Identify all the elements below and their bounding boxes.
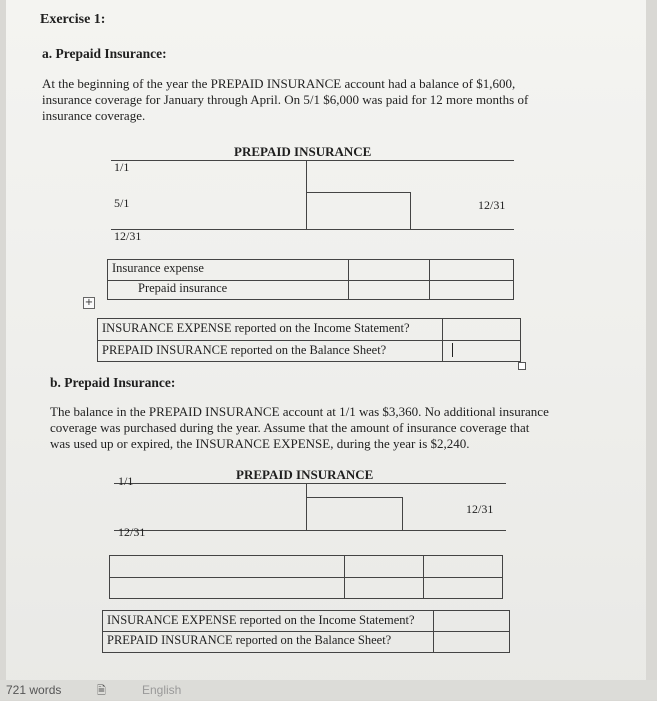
part-b-t-account-top-line: [114, 483, 506, 484]
part-a-report-q2: PREPAID INSURANCE reported on the Balance Sheet?: [102, 343, 387, 357]
part-a-debit-account[interactable]: Insurance expense: [112, 261, 204, 275]
part-a-para-line-1: At the beginning of the year the PREPAID INSURANCE account had a balance of $1,600,: [42, 76, 516, 91]
part-b-journal-table: [109, 555, 503, 599]
table-move-handle-icon[interactable]: +: [84, 297, 94, 308]
part-b-journal-cell-1[interactable]: [112, 558, 342, 575]
text-cursor: [452, 343, 453, 357]
part-b-t-account-inner-line: [306, 497, 402, 498]
table-resize-handle-icon[interactable]: [518, 362, 526, 370]
part-a-t-account-title: PREPAID INSURANCE: [234, 144, 372, 159]
part-a-credit-account[interactable]: Prepaid insurance: [138, 281, 228, 295]
part-b-t-account-title: PREPAID INSURANCE: [236, 467, 374, 482]
part-b-label-1-1: 1/1: [118, 474, 134, 488]
part-b-report-table: [102, 610, 510, 653]
part-b-label-right-12-31: 12/31: [466, 502, 494, 516]
part-a-report-q1: INSURANCE EXPENSE reported on the Income Statement?: [102, 321, 410, 335]
part-b-para-line-3: was used up or expired, the INSURANCE EXPENSE, during the year is $2,240.: [50, 436, 470, 451]
part-b-t-account-center-line: [306, 483, 307, 531]
part-a-para-line-2: insurance coverage for January through April. On 5/1 $6,000 was paid for 12 more months of: [42, 92, 529, 107]
part-a-label-right-12-31: 12/31: [478, 198, 506, 212]
language-indicator[interactable]: English: [142, 683, 182, 697]
exercise-title: Exercise 1:: [40, 12, 106, 27]
part-a-t-account-inner-line: [306, 192, 410, 193]
part-b-t-account-inner-right-line: [402, 497, 403, 531]
part-b-heading: b. Prepaid Insurance:: [50, 375, 176, 390]
part-a-para-line-3: insurance coverage.: [42, 108, 146, 123]
part-a-label-12-31: 12/31: [114, 229, 142, 243]
part-a-label-5-1: 5/1: [114, 196, 130, 210]
status-bar: [0, 680, 657, 700]
part-b-para-line-1: The balance in the PREPAID INSURANCE account at 1/1 was $3,360. No additional insurance: [50, 404, 549, 419]
word-count[interactable]: 721 words: [6, 683, 62, 697]
proofing-icon[interactable]: 🗎: [97, 685, 106, 697]
part-b-label-12-31: 12/31: [118, 525, 146, 539]
part-a-heading: a. Prepaid Insurance:: [42, 46, 167, 61]
part-b-para-line-2: coverage was purchased during the year. Assume that the amount of insurance coverage that: [50, 420, 530, 435]
part-b-report-q2: PREPAID INSURANCE reported on the Balance Sheet?: [107, 633, 392, 647]
part-a-t-account-inner-right-line: [410, 192, 411, 230]
part-a-t-account-center-line: [306, 160, 307, 230]
part-b-journal-cell-2[interactable]: [112, 579, 342, 596]
part-a-label-1-1: 1/1: [114, 160, 130, 174]
part-a-t-account-top-line: [111, 160, 514, 161]
part-a-report-table: [97, 318, 521, 362]
document-page: [6, 0, 646, 700]
part-b-report-q1: INSURANCE EXPENSE reported on the Income Statement?: [107, 613, 415, 627]
part-a-journal-table: [107, 259, 514, 300]
part-a-t-account-bottom-line: [111, 229, 514, 230]
part-b-t-account-bottom-line: [114, 530, 506, 531]
